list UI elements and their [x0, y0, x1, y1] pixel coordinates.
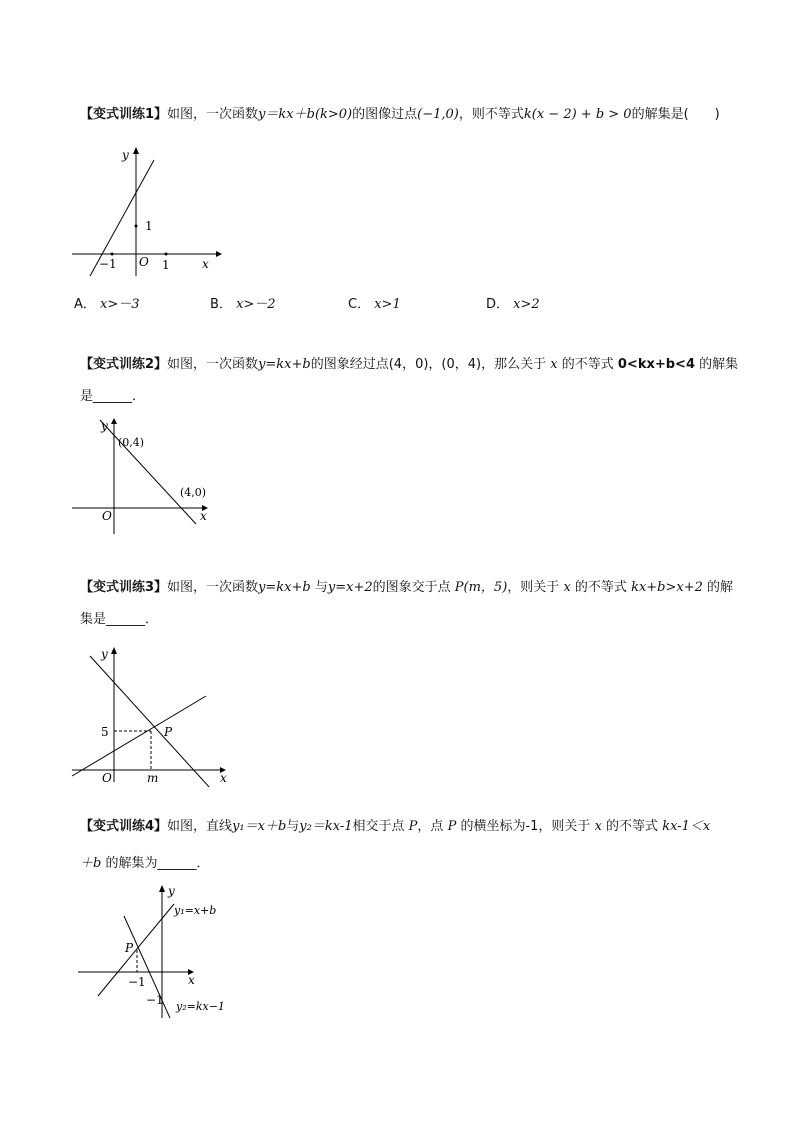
- q4-x-label: x: [188, 973, 195, 987]
- q1-text-c: ，则不等式: [458, 107, 524, 122]
- q4-var: x: [594, 819, 602, 834]
- q2-text-a: 如图，一次函数: [167, 357, 259, 372]
- q1-inequality: k(x − 2) + b > 0: [523, 107, 632, 122]
- q4-inequality: kx-1＜x: [662, 819, 711, 834]
- q4-neg1-y-label: −1: [146, 993, 164, 1007]
- q2-y-arrow: [111, 418, 117, 424]
- q1-point: (−1,0): [417, 107, 459, 122]
- q3-text-d: ，则关于: [507, 580, 560, 595]
- option-d-label: D．: [486, 297, 510, 312]
- question-4-line2: [80, 856, 209, 872]
- q2-point-40-label: (4,0): [180, 486, 207, 499]
- option-a-label: A．: [74, 297, 96, 312]
- q4-function-1: y₁＝x＋b: [232, 819, 287, 834]
- q1-x-arrow: [216, 251, 222, 257]
- q1-option-b[interactable]: [210, 293, 276, 312]
- q2-point-04-label: (0,4): [118, 436, 145, 449]
- q1-point-1y: [135, 225, 138, 228]
- q2-text-d: 的解集: [699, 357, 739, 372]
- q1-option-c[interactable]: [348, 293, 401, 312]
- q4-line2-text: 的解集为______．: [105, 856, 210, 871]
- option-c-value: x>1: [374, 297, 401, 312]
- q3-five-label: 5: [101, 725, 109, 739]
- option-b-label: B．: [210, 297, 232, 312]
- q4-y-arrow: [159, 885, 165, 892]
- question-3-line2: 集是______．: [80, 612, 159, 627]
- q1-graph: [68, 142, 228, 282]
- q4-text-b: 与: [286, 819, 300, 834]
- q3-var: x: [563, 580, 571, 595]
- q3-x-label: x: [220, 771, 227, 785]
- question-2-text: [80, 357, 738, 373]
- q1-y-label: y: [122, 148, 129, 162]
- q4-line2-math: ＋b: [80, 856, 102, 871]
- question-1-tag: 【变式训练1】: [80, 107, 168, 122]
- q3-line-kx-b: [90, 656, 210, 787]
- q2-y-label: y: [101, 419, 108, 433]
- q3-inequality: kx+b>x+2: [631, 580, 703, 595]
- q3-origin-label: O: [102, 771, 112, 785]
- q2-x-label: x: [200, 509, 207, 523]
- q1-one-x-label: 1: [162, 258, 170, 272]
- q3-function-1: y=kx+b: [258, 580, 311, 595]
- question-2-line2: 是______．: [80, 389, 146, 404]
- q3-text-c: 的图象交于点: [372, 580, 451, 595]
- option-a-value: x>－3: [100, 297, 140, 312]
- q4-point-p: P: [408, 819, 418, 834]
- q1-point-neg1: [111, 253, 114, 256]
- q3-text-f: 的解: [707, 580, 734, 595]
- q4-function-2: y₂＝kx-1: [299, 819, 353, 834]
- q4-p-label: P: [125, 941, 134, 955]
- question-2-tag: 【变式训练2】: [80, 357, 168, 372]
- q2-var: x: [550, 357, 558, 372]
- q2-origin-label: O: [102, 509, 112, 523]
- q3-function-2: y=x+2: [327, 580, 373, 595]
- q2-inequality: 0<kx+b<4: [617, 357, 695, 372]
- q3-p-label: P: [164, 725, 173, 739]
- q1-neg1-label: −1: [99, 257, 117, 271]
- q1-option-d[interactable]: [486, 293, 540, 312]
- q3-y-label: y: [101, 647, 108, 661]
- q2-text-b: 的图象经过点(4，0)，(0，4)，那么关于: [310, 357, 547, 372]
- q1-function: y＝kx＋b(k>0): [258, 107, 353, 122]
- option-c-label: C．: [348, 297, 371, 312]
- q1-origin-label: O: [139, 255, 149, 269]
- q3-text-e: 的不等式: [574, 580, 627, 595]
- q3-line-x-plus-2: [72, 696, 206, 776]
- q4-y-label: y: [168, 884, 175, 898]
- question-3-tag: 【变式训练3】: [80, 580, 168, 595]
- q1-text-a: 如图，一次函数: [167, 107, 259, 122]
- question-4-text: [80, 819, 710, 835]
- q3-point: P(m，5): [454, 580, 508, 595]
- q1-point-1x: [165, 253, 168, 256]
- q1-one-y-label: 1: [145, 219, 153, 233]
- q4-y2-label: y₂=kx−1: [176, 1000, 225, 1013]
- question-3-text: [80, 580, 733, 596]
- q4-neg1-x-label: −1: [128, 975, 146, 989]
- q4-text-a: 如图，直线: [167, 819, 233, 834]
- option-d-value: x>2: [513, 297, 540, 312]
- q3-m-label: m: [147, 771, 159, 785]
- q3-graph: [68, 642, 233, 787]
- q1-option-a[interactable]: [74, 293, 140, 312]
- question-1-text: [80, 107, 720, 123]
- q1-text-d: 的解集是( ): [631, 107, 720, 122]
- q4-text-e: 的横坐标为-1，则关于: [460, 819, 591, 834]
- q4-text-f: 的不等式: [606, 819, 659, 834]
- q4-text-c: 相交于点: [352, 819, 405, 834]
- q4-point-p2: P: [447, 819, 457, 834]
- q3-text-b: 与: [314, 580, 328, 595]
- q4-graph: [74, 880, 234, 1020]
- q4-text-d: ，点: [417, 819, 444, 834]
- question-4-tag: 【变式训练4】: [80, 819, 168, 834]
- q1-text-b: 的图像过点: [352, 107, 418, 122]
- q2-function: y=kx+b: [258, 357, 311, 372]
- q3-y-arrow: [111, 647, 117, 654]
- q2-text-c: 的不等式: [561, 357, 614, 372]
- q2-graph: [68, 416, 218, 536]
- q4-y1-label: y₁=x+b: [174, 904, 217, 917]
- option-b-value: x>－2: [236, 297, 276, 312]
- q3-text-a: 如图，一次函数: [167, 580, 259, 595]
- q1-y-arrow: [133, 147, 139, 154]
- q1-x-label: x: [202, 257, 209, 271]
